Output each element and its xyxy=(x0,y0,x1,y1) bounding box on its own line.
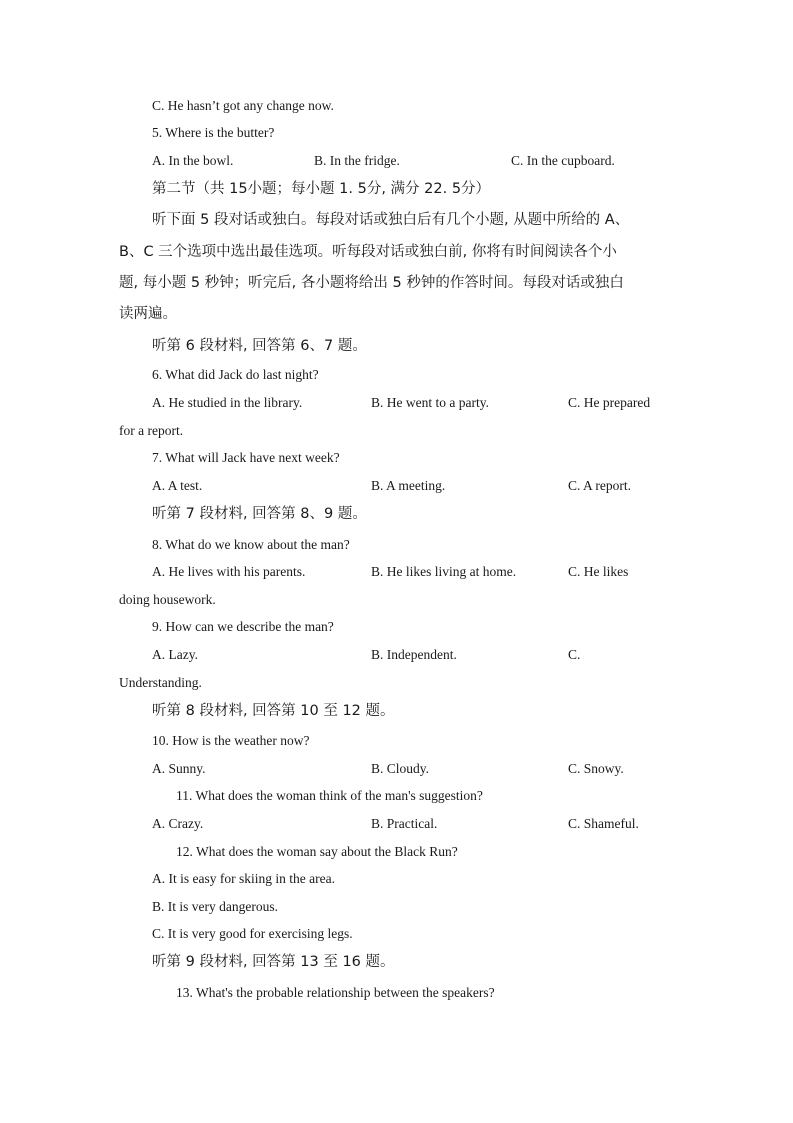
q10-option-c: C. Snowy. xyxy=(568,761,624,776)
question-11: 11. What does the woman think of the man's suggestion? xyxy=(176,788,483,803)
material-8-heading: 听第 8 段材料, 回答第 10 至 12 题。 xyxy=(152,703,395,719)
q7-option-b: B. A meeting. xyxy=(371,478,446,493)
q5-option-a: A. In the bowl. xyxy=(152,153,234,168)
q7-option-a: A. A test. xyxy=(152,478,203,493)
q6-option-b: B. He went to a party. xyxy=(371,395,489,410)
q9-option-a: A. Lazy. xyxy=(152,647,198,662)
q5-option-b: B. In the fridge. xyxy=(314,153,400,168)
q8-option-c-continued: doing housework. xyxy=(119,592,216,607)
q6-option-c-continued: for a report. xyxy=(119,423,184,438)
q11-option-c: C. Shameful. xyxy=(568,816,639,831)
q10-option-a: A. Sunny. xyxy=(152,761,206,776)
material-7-heading: 听第 7 段材料, 回答第 8、9 题。 xyxy=(152,506,367,522)
q8-option-a: A. He lives with his parents. xyxy=(152,564,306,579)
q12-option-b: B. It is very dangerous. xyxy=(152,899,278,914)
question-12: 12. What does the woman say about the Black Run? xyxy=(176,844,458,859)
question-13: 13. What's the probable relationship between the speakers? xyxy=(176,985,495,1000)
q8-option-c: C. He likes xyxy=(568,564,629,579)
q12-option-c: C. It is very good for exercising legs. xyxy=(152,926,353,941)
question-6: 6. What did Jack do last night? xyxy=(152,367,319,382)
question-9: 9. How can we describe the man? xyxy=(152,619,334,634)
q10-option-b: B. Cloudy. xyxy=(371,761,430,776)
q11-option-b: B. Practical. xyxy=(371,816,438,831)
question-10: 10. How is the weather now? xyxy=(152,733,310,748)
q12-option-a: A. It is easy for skiing in the area. xyxy=(152,871,335,886)
q9-option-b: B. Independent. xyxy=(371,647,457,662)
q9-option-c: C. xyxy=(568,647,581,662)
q9-option-c-continued: Understanding. xyxy=(119,675,202,690)
question-7: 7. What will Jack have next week? xyxy=(152,450,340,465)
question-8: 8. What do we know about the man? xyxy=(152,537,350,552)
material-9-heading: 听第 9 段材料, 回答第 13 至 16 题。 xyxy=(152,954,395,970)
question-5: 5. Where is the butter? xyxy=(152,125,275,140)
section-2-heading: 第二节（共 15小题；每小题 1. 5分, 满分 22. 5分） xyxy=(152,181,491,197)
instructions-line-1: 听下面 5 段对话或独白。每段对话或独白后有几个小题, 从题中所给的 A、 xyxy=(152,212,630,228)
q4-option-c: C. He hasn’t got any change now. xyxy=(152,98,334,113)
q6-option-c: C. He prepared xyxy=(568,395,651,410)
instructions-line-4: 读两遍。 xyxy=(119,306,177,322)
instructions-line-3: 题, 每小题 5 秒钟；听完后, 各小题将给出 5 秒钟的作答时间。每段对话或独白 xyxy=(119,275,624,291)
q11-option-a: A. Crazy. xyxy=(152,816,204,831)
q7-option-c: C. A report. xyxy=(568,478,631,493)
q5-option-c: C. In the cupboard. xyxy=(511,153,615,168)
q8-option-b: B. He likes living at home. xyxy=(371,564,517,579)
instructions-line-2: B、C 三个选项中选出最佳选项。听每段对话或独白前, 你将有时间阅读各个小 xyxy=(119,244,617,260)
material-6-heading: 听第 6 段材料, 回答第 6、7 题。 xyxy=(152,338,367,354)
q6-option-a: A. He studied in the library. xyxy=(152,395,303,410)
